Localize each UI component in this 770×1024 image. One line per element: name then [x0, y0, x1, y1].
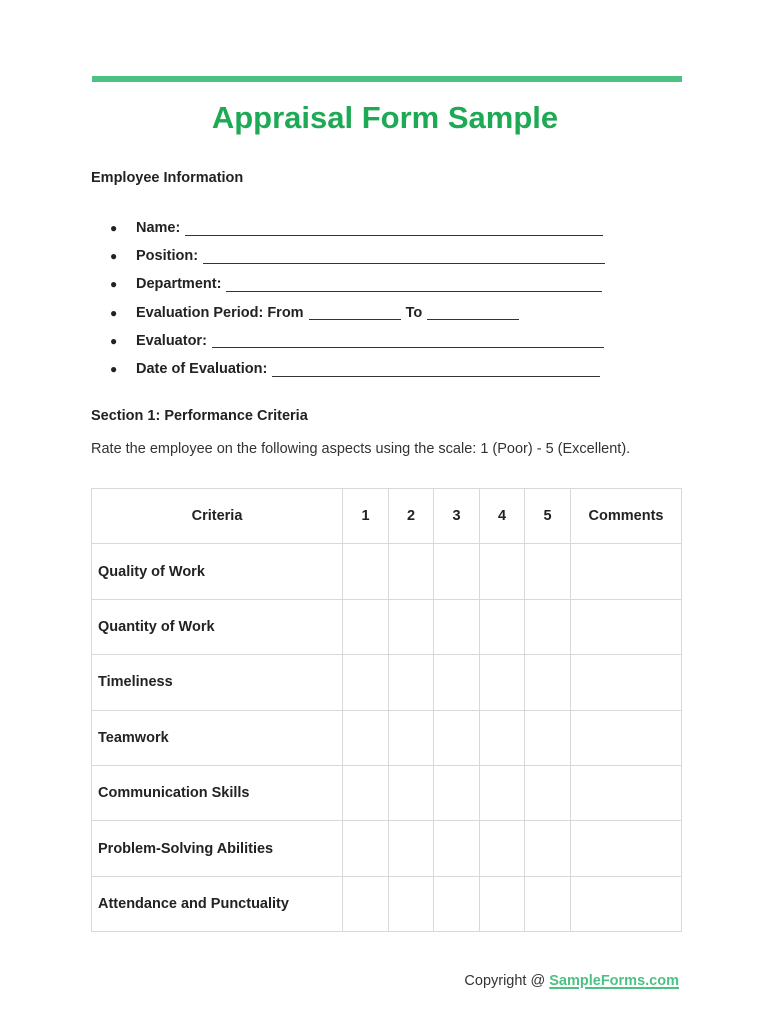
field-department [110, 270, 605, 298]
rating-instructions: Rate the employee on the following aspects using the scale: 1 (Poor) - 5 (Excellent). [91, 441, 631, 457]
criteria-label: Attendance and Punctuality [92, 876, 343, 931]
field-date-of-evaluation-label: Date of Evaluation: [136, 361, 268, 378]
criteria-label: Problem-Solving Abilities [92, 821, 343, 876]
field-position-label: Position: [136, 248, 199, 265]
criteria-column-header: Criteria [92, 489, 343, 544]
field-department-label: Department: [136, 276, 222, 293]
rating-2-column-header: 2 [389, 489, 434, 544]
field-evaluation-period-label: Evaluation Period: From [136, 304, 304, 321]
rating-1-cell[interactable] [343, 655, 389, 710]
rating-2-cell[interactable] [389, 876, 434, 931]
performance-criteria-table [91, 488, 682, 932]
period-to-input-line[interactable] [427, 305, 519, 320]
rating-3-cell[interactable] [434, 599, 480, 654]
field-evaluation-period [110, 299, 605, 327]
rating-4-cell[interactable] [480, 765, 525, 820]
evaluator-input-line[interactable] [212, 333, 604, 348]
bullet-icon: ● [110, 277, 118, 292]
bullet-icon: ● [110, 221, 118, 236]
rating-3-cell[interactable] [434, 765, 480, 820]
rating-4-column-header: 4 [480, 489, 525, 544]
employee-info-list [110, 214, 605, 383]
bullet-icon: ● [110, 362, 118, 377]
table-row [92, 599, 682, 654]
comments-cell[interactable] [571, 876, 682, 931]
field-evaluator-label: Evaluator: [136, 332, 207, 349]
field-evaluation-period-to-label: To [405, 304, 423, 321]
bullet-icon: ● [110, 305, 118, 320]
rating-4-cell[interactable] [480, 821, 525, 876]
criteria-label: Quantity of Work [92, 599, 343, 654]
rating-2-cell[interactable] [389, 710, 434, 765]
rating-5-cell[interactable] [525, 821, 571, 876]
rating-5-cell[interactable] [525, 710, 571, 765]
section-1-heading: Section 1: Performance Criteria [91, 408, 308, 424]
rating-2-cell[interactable] [389, 655, 434, 710]
position-input-line[interactable] [203, 249, 605, 264]
sampleforms-link[interactable]: SampleForms.com [549, 973, 679, 989]
bullet-icon: ● [110, 249, 118, 264]
top-accent-bar [92, 76, 682, 82]
rating-2-cell[interactable] [389, 544, 434, 599]
rating-5-cell[interactable] [525, 765, 571, 820]
rating-1-column-header: 1 [343, 489, 389, 544]
rating-5-cell[interactable] [525, 655, 571, 710]
rating-4-cell[interactable] [480, 544, 525, 599]
rating-3-cell[interactable] [434, 655, 480, 710]
rating-5-column-header: 5 [525, 489, 571, 544]
copyright-footer [464, 973, 679, 989]
comments-cell[interactable] [571, 599, 682, 654]
rating-1-cell[interactable] [343, 876, 389, 931]
rating-4-cell[interactable] [480, 599, 525, 654]
table-row [92, 544, 682, 599]
rating-2-cell[interactable] [389, 599, 434, 654]
criteria-label: Teamwork [92, 710, 343, 765]
page-title: Appraisal Form Sample [211, 100, 559, 135]
rating-5-cell[interactable] [525, 876, 571, 931]
rating-1-cell[interactable] [343, 821, 389, 876]
table-row [92, 821, 682, 876]
rating-3-cell[interactable] [434, 544, 480, 599]
table-row [92, 655, 682, 710]
rating-4-cell[interactable] [480, 710, 525, 765]
field-position [110, 242, 605, 270]
comments-cell[interactable] [571, 544, 682, 599]
rating-5-cell[interactable] [525, 599, 571, 654]
rating-1-cell[interactable] [343, 599, 389, 654]
rating-4-cell[interactable] [480, 876, 525, 931]
comments-column-header: Comments [571, 489, 682, 544]
comments-cell[interactable] [571, 821, 682, 876]
comments-cell[interactable] [571, 655, 682, 710]
rating-3-cell[interactable] [434, 710, 480, 765]
rating-3-cell[interactable] [434, 876, 480, 931]
name-input-line[interactable] [185, 221, 603, 236]
rating-5-cell[interactable] [525, 544, 571, 599]
bullet-icon: ● [110, 333, 118, 348]
field-name-label: Name: [136, 220, 181, 237]
criteria-label: Timeliness [92, 655, 343, 710]
rating-1-cell[interactable] [343, 765, 389, 820]
comments-cell[interactable] [571, 710, 682, 765]
rating-2-cell[interactable] [389, 821, 434, 876]
criteria-label: Communication Skills [92, 765, 343, 820]
department-input-line[interactable] [226, 277, 602, 292]
table-row [92, 710, 682, 765]
field-date-of-evaluation [110, 355, 605, 383]
rating-3-column-header: 3 [434, 489, 480, 544]
rating-1-cell[interactable] [343, 544, 389, 599]
period-from-input-line[interactable] [309, 305, 401, 320]
rating-2-cell[interactable] [389, 765, 434, 820]
rating-4-cell[interactable] [480, 655, 525, 710]
criteria-label: Quality of Work [92, 544, 343, 599]
rating-1-cell[interactable] [343, 710, 389, 765]
date-of-evaluation-input-line[interactable] [272, 362, 600, 377]
table-row [92, 765, 682, 820]
table-header-row [92, 489, 682, 544]
table-row [92, 876, 682, 931]
field-name [110, 214, 605, 242]
copyright-prefix: Copyright @ [464, 973, 550, 989]
employee-information-heading: Employee Information [91, 170, 244, 186]
rating-3-cell[interactable] [434, 821, 480, 876]
comments-cell[interactable] [571, 765, 682, 820]
field-evaluator [110, 327, 605, 355]
